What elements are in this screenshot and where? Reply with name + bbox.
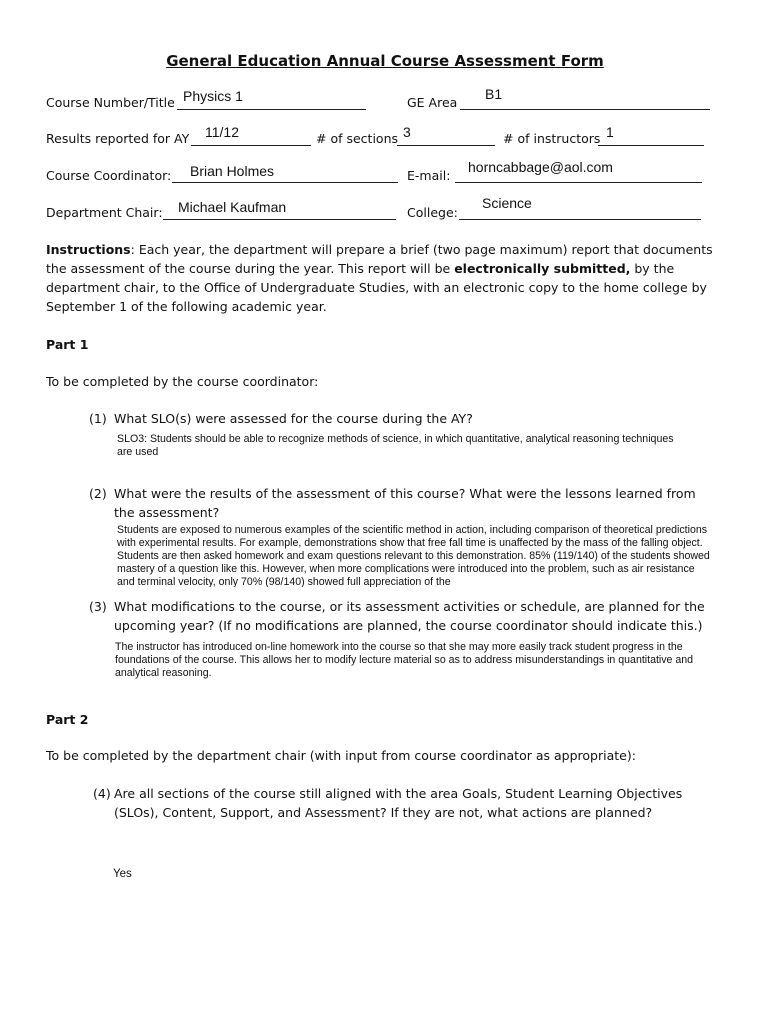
email-value: horncabbage@aol.com (468, 159, 613, 175)
instructions-text-before: : Each year, the department will prepare a brief (two page maximum) report that documents the assessment of the course during the year. This report will be (46, 242, 713, 276)
course-label: Course Number/Title (46, 95, 175, 110)
ge-area-label: GE Area (407, 95, 458, 110)
part2-heading: Part 2 (46, 712, 89, 727)
sections-label: # of sections (316, 131, 399, 146)
instructions-bold-text: electronically submitted, (454, 261, 631, 276)
sections-value: 3 (403, 124, 411, 140)
instructions-label: Instructions (46, 242, 131, 257)
q4-answer[interactable]: Yes (113, 868, 132, 880)
q1-number: (1) (89, 411, 107, 426)
chair-value: Michael Kaufman (178, 199, 287, 215)
chair-label: Department Chair: (46, 205, 163, 220)
q2-number: (2) (89, 486, 107, 501)
college-value: Science (482, 195, 532, 211)
q4-number: (4) (93, 786, 111, 801)
part2-intro: To be completed by the department chair (with input from course coordinator as appropriate): (46, 748, 636, 763)
course-value: Physics 1 (183, 88, 243, 104)
q3-text: What modifications to the course, or its assessment activities or schedule, are planned for the upcoming year? (If no modifications are planned, the course coordinator should indicate this.) (114, 599, 705, 633)
coordinator-label: Course Coordinator: (46, 168, 172, 183)
instructors-value: 1 (606, 124, 614, 140)
coordinator-value: Brian Holmes (190, 163, 275, 179)
form-title: General Education Annual Course Assessment Form (166, 52, 604, 70)
part1-intro: To be completed by the course coordinator: (46, 374, 319, 389)
q1-text: What SLO(s) were assessed for the course during the AY? (114, 411, 473, 426)
part1-heading: Part 1 (46, 337, 89, 352)
q2-answer[interactable]: Students are exposed to numerous examples of the scientific method in action, including comparison of theoretical predictions with experimental results. For example, demonstrations show that free fall time is unaffected by the mass of the falling object. Students are then asked homework and exam questions relevant to this demonstration. 85% (119/140) of the students showed mastery of a question like this. However, when more complications were introduced into the problem, such as air resistance and terminal velocity, only 70% (98/140) showed full appreciation of the (117, 524, 710, 587)
email-label: E-mail: (407, 168, 451, 183)
instructions-text-after: by the department chair, to the Office of Undergraduate Studies, with an electronic copy to the home college by September 1 of the following academic year. (46, 261, 707, 314)
college-label: College: (407, 205, 458, 220)
results-ay-label: Results reported for AY (46, 131, 190, 146)
q2-text: What were the results of the assessment of this course? What were the lessons learned from the assessment? (114, 486, 696, 520)
sections-field[interactable] (397, 129, 495, 146)
q3-answer[interactable]: The instructor has introduced on-line homework into the course so that she may more easily track student progress in the foundations of the course. This allows her to modify lecture material so as to address misunderstandings in quantitative and analytical reasoning. (115, 641, 694, 679)
q3-number: (3) (89, 599, 107, 614)
q4-text: Are all sections of the course still aligned with the area Goals, Student Learning Objectives (SLOs), Content, Support, and Assessment? If they are not, what actions are planned? (114, 786, 683, 820)
q1-answer[interactable]: SLO3: Students should be able to recognize methods of science, in which quantitative, analytical reasoning techniques are used (117, 433, 674, 458)
instructors-label: # of instructors (503, 131, 601, 146)
results-ay-value: 11/12 (205, 124, 239, 140)
instructions-paragraph (46, 240, 722, 316)
ge-area-value: B1 (485, 86, 503, 102)
